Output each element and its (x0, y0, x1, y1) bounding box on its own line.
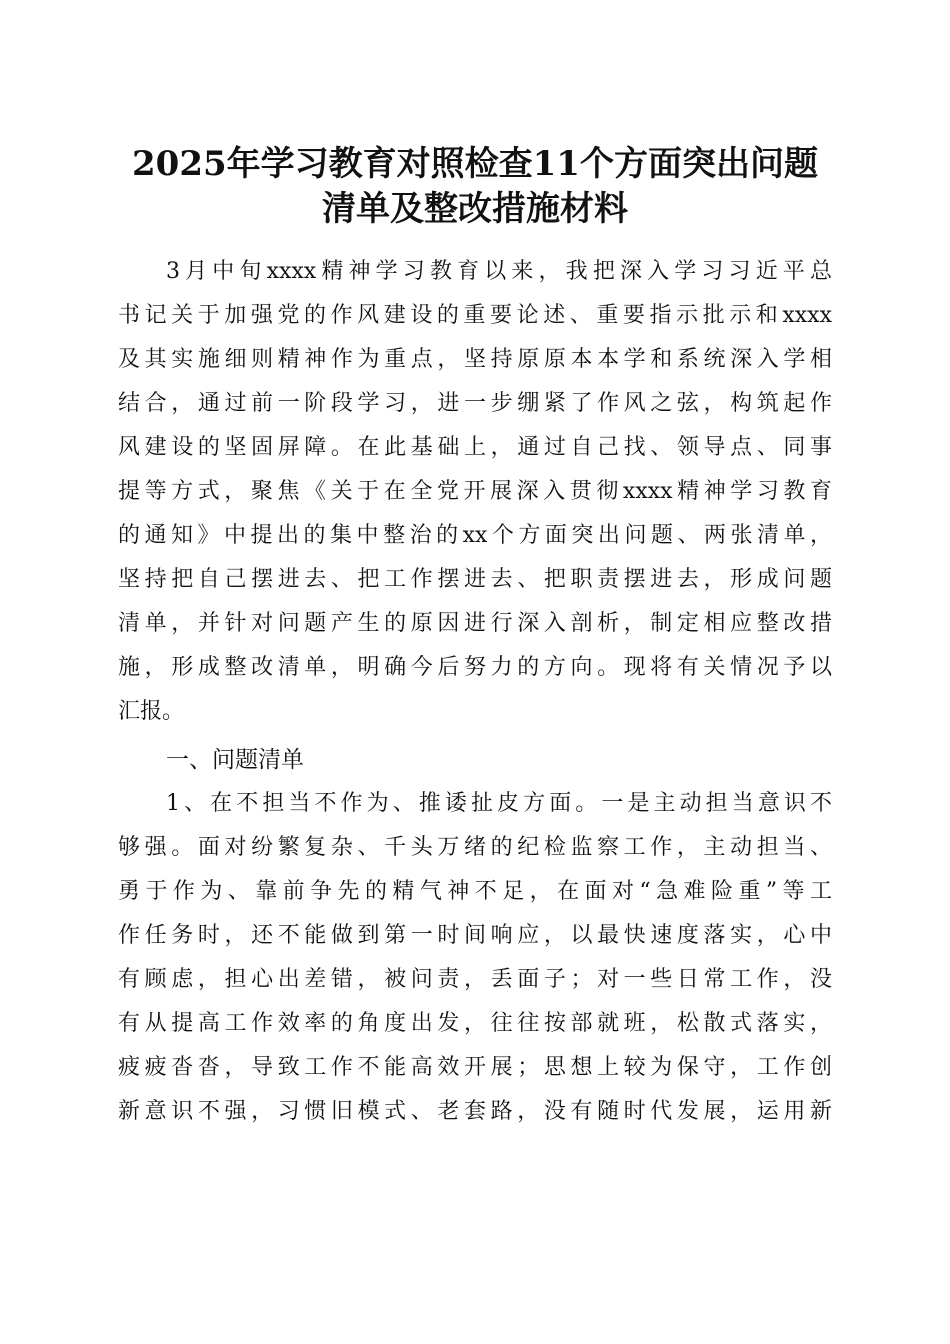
paragraph-line: 的通知》中提出的集中整治的xx个方面突出问题、两张清单， (118, 523, 832, 548)
paragraph-line: 汇报。 (118, 699, 185, 724)
paragraph-line: 1、在不担当不作为、推诿扯皮方面。一是主动担当意识不 (166, 791, 832, 816)
paragraph-line: 有从提高工作效率的角度出发，往往按部就班，松散式落实， (118, 1011, 832, 1036)
paragraph-line: 提等方式，聚焦《关于在全党开展深入贯彻xxxx精神学习教育 (118, 479, 832, 504)
paragraph-line: 勇于作为、靠前争先的精气神不足，在面对“急难险重”等工 (118, 879, 832, 904)
paragraph-line: 结合，通过前一阶段学习，进一步绷紧了作风之弦，构筑起作 (118, 391, 832, 416)
section-heading-problem-list: 一、问题清单 (166, 747, 304, 773)
document-title-line-1: 2025年学习教育对照检查11个方面突出问题 (132, 144, 818, 184)
paragraph-line: 作任务时，还不能做到第一时间响应，以最快速度落实，心中 (118, 923, 832, 948)
paragraph-line: 风建设的坚固屏障。在此基础上，通过自己找、领导点、同事 (118, 435, 832, 460)
document-title-line-2: 清单及整改措施材料 (322, 189, 628, 229)
paragraph-line: 疲疲沓沓，导致工作不能高效开展；思想上较为保守，工作创 (118, 1055, 832, 1080)
paragraph-line: 书记关于加强党的作风建设的重要论述、重要指示批示和xxxx (118, 303, 832, 328)
paragraph-line: 新意识不强，习惯旧模式、老套路，没有随时代发展，运用新 (118, 1099, 832, 1124)
paragraph-line: 及其实施细则精神作为重点，坚持原原本本学和系统深入学相 (118, 347, 832, 372)
paragraph-line: 清单，并针对问题产生的原因进行深入剖析，制定相应整改措 (118, 611, 832, 636)
paragraph-line: 3月中旬xxxx精神学习教育以来，我把深入学习习近平总 (166, 259, 832, 284)
paragraph-line: 施，形成整改清单，明确今后努力的方向。现将有关情况予以 (118, 655, 832, 680)
paragraph-line: 坚持把自己摆进去、把工作摆进去、把职责摆进去，形成问题 (118, 567, 832, 592)
paragraph-line: 有顾虑，担心出差错，被问责，丢面子；对一些日常工作，没 (118, 967, 832, 992)
paragraph-line: 够强。面对纷繁复杂、千头万绪的纪检监察工作，主动担当、 (118, 835, 832, 860)
